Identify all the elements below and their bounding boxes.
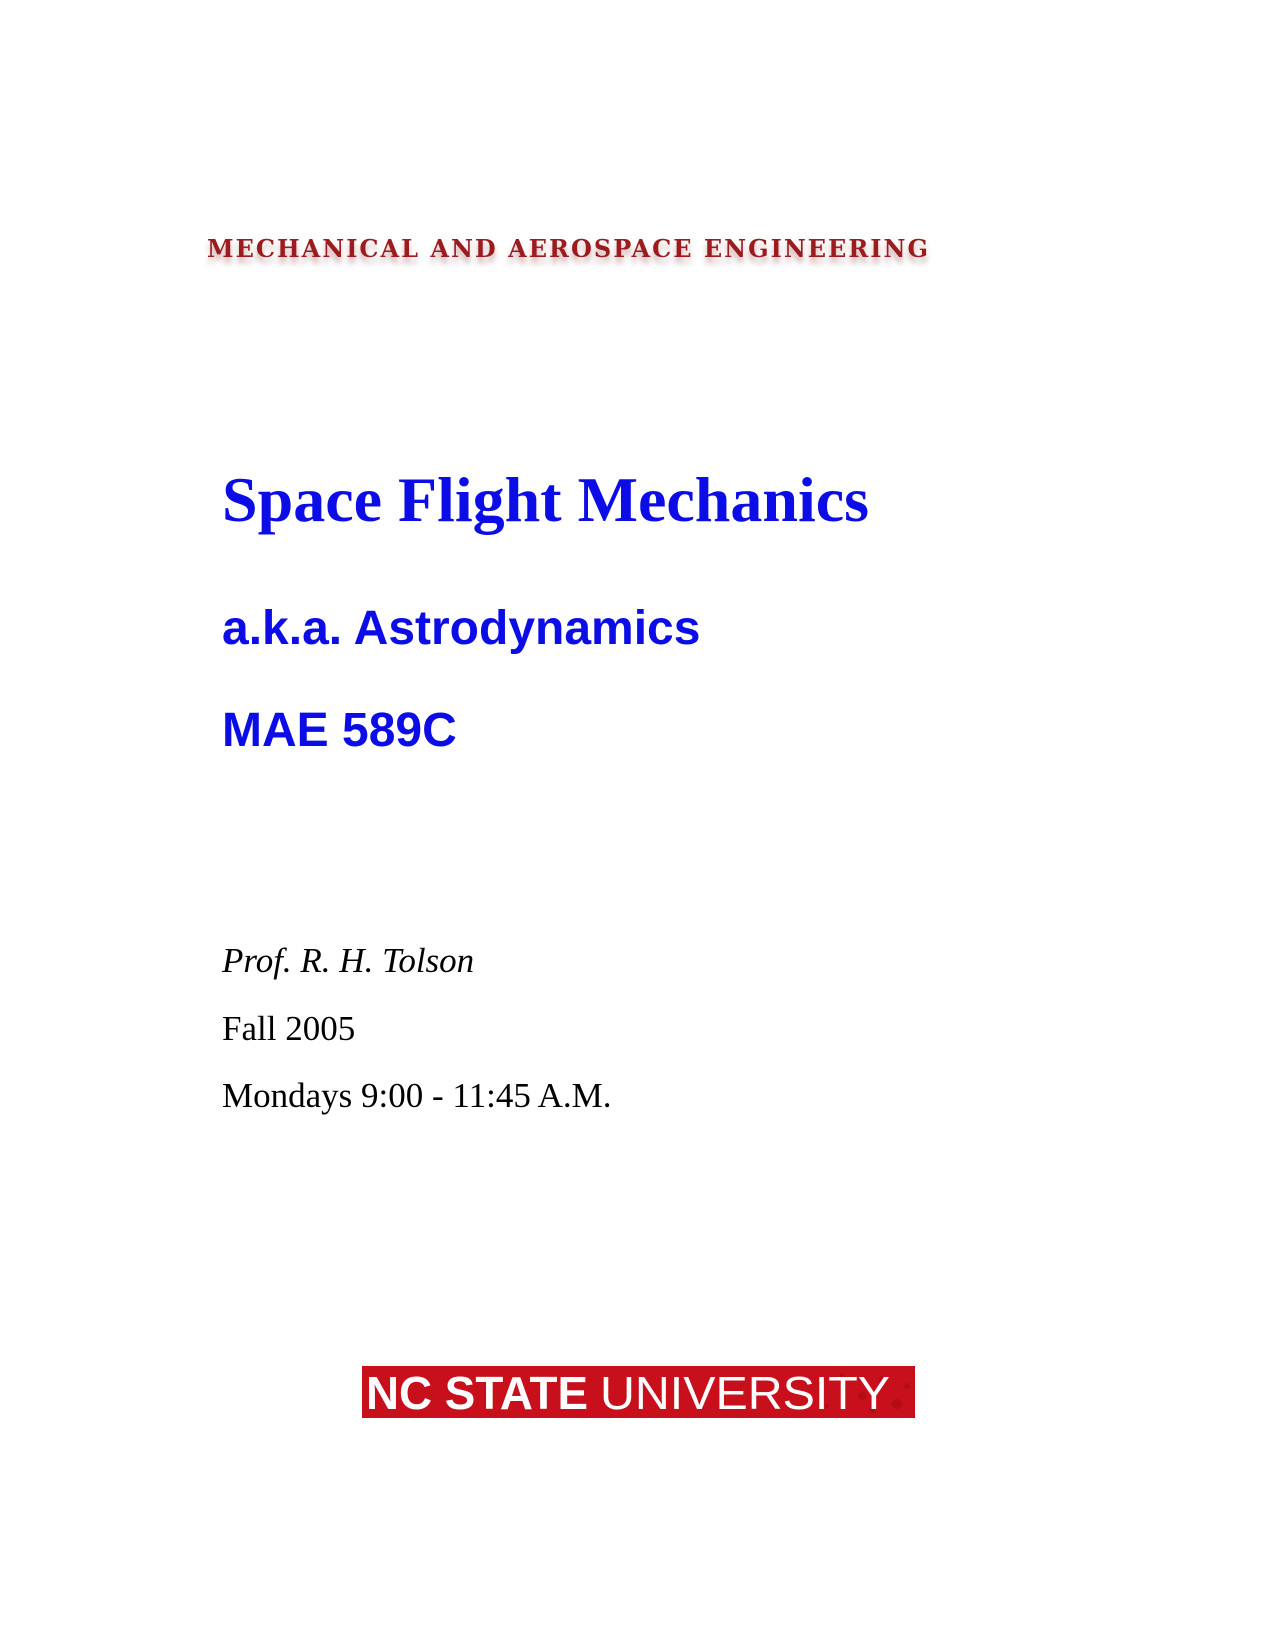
instructor-name: Prof. R. H. Tolson	[222, 941, 475, 980]
department-banner: MECHANICAL AND AEROSPACE ENGINEERING	[207, 234, 930, 263]
ncsu-logo	[362, 1366, 915, 1418]
svg-text:NC STATE: NC STATE	[366, 1367, 588, 1418]
svg-text:UNIVERSITY: UNIVERSITY	[600, 1367, 890, 1418]
course-code: MAE 589C	[222, 704, 457, 757]
course-term: Fall 2005	[222, 1009, 356, 1048]
course-subtitle: a.k.a. Astrodynamics	[222, 602, 701, 655]
course-schedule: Mondays 9:00 - 11:45 A.M.	[222, 1076, 612, 1115]
course-title: Space Flight Mechanics	[222, 464, 870, 535]
ncsu-logo-graphic	[362, 1366, 915, 1418]
